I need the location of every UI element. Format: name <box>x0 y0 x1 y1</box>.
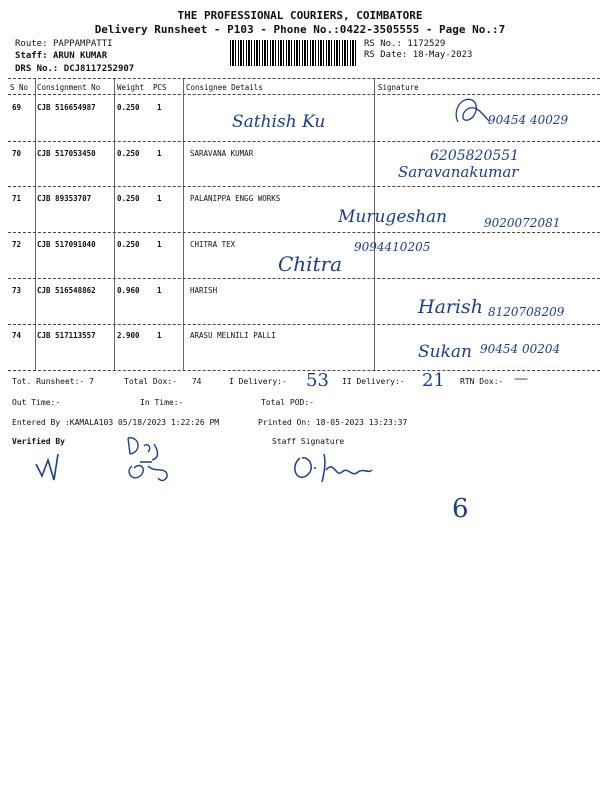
handwritten-phone: 90454 00204 <box>480 342 561 356</box>
rs-date-value: 18-May-2023 <box>412 50 473 60</box>
staff-line <box>15 51 107 61</box>
row-pcs: 1 <box>157 286 162 295</box>
row-consignment: CJB 516548862 <box>37 286 96 295</box>
i-delivery-label: I Delivery:- <box>229 377 287 386</box>
row-consignment: CJB 517113557 <box>37 331 96 340</box>
rtn-dox-label: RTN Dox:- <box>460 377 504 386</box>
row-pcs: 1 <box>157 149 162 158</box>
row-consignee: HARISH <box>190 286 218 295</box>
col-header-signature: Signature <box>378 83 419 92</box>
row-sno: 73 <box>12 286 22 295</box>
row-consignee: CHITRA TEX <box>190 240 236 249</box>
handwritten-phone: 9020072081 <box>484 216 561 230</box>
row-sno: 74 <box>12 331 22 340</box>
row-consignment: CJB 517091040 <box>37 240 96 249</box>
drs-label: DRS No.: <box>15 64 59 74</box>
verified-by-signature <box>32 446 72 486</box>
tot-runsheet <box>12 377 94 386</box>
handwritten-phone: 90454 40029 <box>488 113 569 127</box>
row-consignment: CJB 89353707 <box>37 194 92 203</box>
handwritten-name: Murugeshan <box>338 207 448 227</box>
row-consignment: CJB 516654987 <box>37 103 96 112</box>
route-line <box>15 39 113 49</box>
total-dox-label: Total Dox:- <box>124 377 177 386</box>
row-rule <box>8 232 600 233</box>
ii-delivery-value: 21 <box>422 370 445 391</box>
drs-line <box>15 64 134 74</box>
handwritten-name: Sukan <box>418 342 472 362</box>
rtn-dox-value: — <box>514 371 528 387</box>
route-value: PAPPAMPATTI <box>52 39 113 49</box>
out-time-label: Out Time:- <box>12 398 61 407</box>
handwritten-phone: 9094410205 <box>354 240 431 254</box>
in-time-label: In Time:- <box>140 398 184 407</box>
handwritten-phone: 6205820551 <box>430 148 520 164</box>
row-pcs: 1 <box>157 194 162 203</box>
barcode <box>230 40 356 66</box>
row-consignee: SARAVANA KUMAR <box>190 149 254 158</box>
handwritten-phone: 8120708209 <box>488 305 565 319</box>
rs-no-line <box>364 39 445 49</box>
row-weight: 0.250 <box>117 194 140 203</box>
row-sno: 69 <box>12 103 22 112</box>
ii-delivery-label: II Delivery:- <box>342 377 405 386</box>
col-divider <box>183 79 184 371</box>
tot-runsheet-label: Tot. Runsheet:- <box>12 377 85 386</box>
row-weight: 2.900 <box>117 331 140 340</box>
row-rule <box>8 324 600 325</box>
staff-value: ARUN KUMAR <box>52 51 108 61</box>
row-rule <box>8 278 600 279</box>
total-pod-label: Total POD:- <box>261 398 314 407</box>
rtn-dox <box>460 377 503 386</box>
row-rule <box>8 141 600 142</box>
ii-delivery <box>342 377 405 386</box>
col-divider <box>35 79 36 371</box>
row-sno: 72 <box>12 240 22 249</box>
total-dox-value: 74 <box>191 377 202 386</box>
staff-signature <box>290 448 380 488</box>
row-sno: 70 <box>12 149 22 158</box>
row-pcs: 1 <box>157 103 162 112</box>
rs-date-label: RS Date: <box>364 50 408 60</box>
col-divider <box>114 79 115 371</box>
signature-scribble <box>450 92 492 132</box>
col-header-weight: Weight <box>117 83 145 92</box>
company-name: THE PROFESSIONAL COURIERS, COIMBATORE <box>177 9 423 22</box>
header-rule <box>8 94 600 95</box>
staff-label: Staff: <box>15 51 48 61</box>
col-header-consignee: Consignee Details <box>186 83 263 92</box>
row-pcs: 1 <box>157 240 162 249</box>
table-top-rule <box>8 78 600 79</box>
verified-by-label: Verified By <box>12 437 65 446</box>
handwritten-name: Harish <box>418 296 484 318</box>
row-pcs: 1 <box>157 331 162 340</box>
table-bottom-rule <box>8 370 600 371</box>
row-consignment: CJB 517053450 <box>37 149 96 158</box>
row-consignee: ARASU MELNILI PALLI <box>190 331 276 340</box>
handwritten-name: Sathish Ku <box>232 112 326 132</box>
col-header-pcs: PCS <box>153 83 167 92</box>
i-delivery <box>229 377 287 386</box>
row-rule <box>8 186 600 187</box>
entered-by: Entered By :KAMALA103 05/18/2023 1:22:26 PM <box>12 418 220 427</box>
row-consignee: PALANIPPA ENGG WORKS <box>190 194 281 203</box>
row-weight: 0.960 <box>117 286 140 295</box>
i-delivery-value: 53 <box>306 370 329 391</box>
verifier-initials-signature <box>122 432 182 492</box>
row-sno: 71 <box>12 194 22 203</box>
row-weight: 0.250 <box>117 103 140 112</box>
tot-runsheet-value: 7 <box>89 377 94 386</box>
rs-date-line <box>364 50 472 60</box>
handwritten-page-number: 6 <box>452 494 469 524</box>
printed-on: Printed On: 18-05-2023 13:23:37 <box>258 418 408 427</box>
staff-signature-label: Staff Signature <box>272 437 345 446</box>
drs-value: DCJ8117252907 <box>63 64 135 74</box>
rs-no-label: RS No.: <box>364 39 402 49</box>
row-weight: 0.250 <box>117 149 140 158</box>
rs-no-value: 1172529 <box>407 39 446 49</box>
col-header-sno: S No <box>10 83 29 92</box>
route-label: Route: <box>15 39 48 49</box>
runsheet-subtitle: Delivery Runsheet - P103 - Phone No.:0422-3505555 - Page No.:7 <box>94 23 506 36</box>
row-weight: 0.250 <box>117 240 140 249</box>
handwritten-name: Chitra <box>278 252 343 276</box>
total-dox <box>124 377 201 386</box>
col-header-consignment: Consignment No <box>37 83 101 92</box>
handwritten-name: Saravanakumar <box>398 163 519 181</box>
